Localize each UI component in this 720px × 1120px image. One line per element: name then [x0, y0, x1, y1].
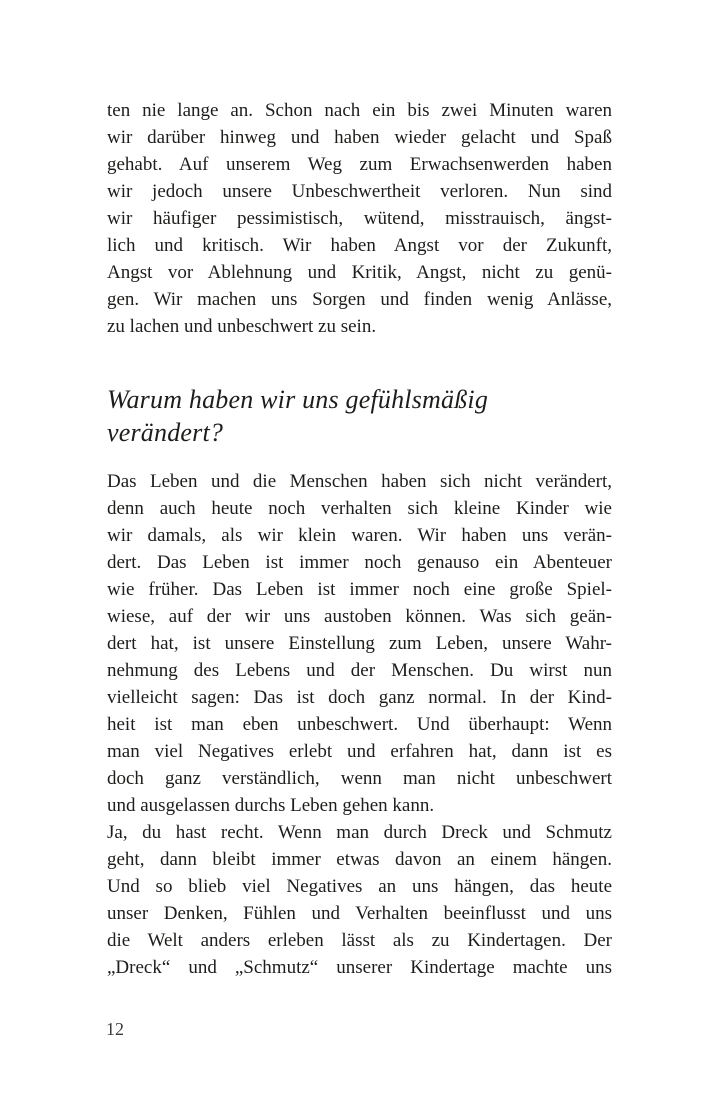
- text-line: gehabt. Auf unserem Weg zum Erwachsenwerden haben: [107, 154, 612, 175]
- text-line: dert hat, ist unsere Einstellung zum Leben, unsere Wahr-: [107, 633, 612, 654]
- text-line: Ja, du hast recht. Wenn man durch Dreck und Schmutz: [107, 822, 612, 843]
- body-paragraph-3: [107, 819, 612, 981]
- text-line: verändert?: [107, 418, 224, 447]
- text-line: Angst vor Ablehnung und Kritik, Angst, nicht zu genü-: [107, 262, 612, 283]
- text-line: denn auch heute noch verhalten sich kleine Kinder wie: [107, 498, 612, 519]
- text-line: wie früher. Das Leben ist immer noch eine große Spiel-: [107, 579, 612, 600]
- text-line: heit ist man eben unbeschwert. Und überhaupt: Wenn: [107, 714, 612, 735]
- text-line: wir häufiger pessimistisch, wütend, misstrauisch, ängst-: [107, 208, 612, 229]
- text-line: unser Denken, Fühlen und Verhalten beeinflusst und uns: [107, 903, 612, 924]
- text-line: lich und kritisch. Wir haben Angst vor der Zukunft,: [107, 235, 612, 256]
- text-line: wir jedoch unsere Unbeschwertheit verloren. Nun sind: [107, 181, 612, 202]
- text-line: wir darüber hinweg und haben wieder gelacht und Spaß: [107, 127, 612, 148]
- text-line: zu lachen und unbeschwert zu sein.: [107, 316, 377, 337]
- text-line: vielleicht sagen: Das ist doch ganz normal. In der Kind-: [107, 687, 612, 708]
- text-line: „Dreck“ und „Schmutz“ unserer Kindertage machte uns: [107, 957, 612, 978]
- text-line: gen. Wir machen uns Sorgen und finden wenig Anlässe,: [107, 289, 612, 310]
- text-line: wir damals, als wir klein waren. Wir haben uns verän-: [107, 525, 612, 546]
- text-line: ten nie lange an. Schon nach ein bis zwei Minuten waren: [107, 100, 612, 121]
- text-line: Und so blieb viel Negatives an uns hängen, das heute: [107, 876, 612, 897]
- text-line: Warum haben wir uns gefühlsmäßig: [107, 385, 489, 414]
- section-heading: [107, 383, 612, 449]
- text-line: nehmung des Lebens und der Menschen. Du wirst nun: [107, 660, 612, 681]
- body-paragraph-2: [107, 468, 612, 819]
- text-line: geht, dann bleibt immer etwas davon an einem hängen.: [107, 849, 612, 870]
- text-line: man viel Negatives erlebt und erfahren hat, dann ist es: [107, 741, 612, 762]
- body-paragraph-1: [107, 97, 612, 340]
- text-line: und ausgelassen durchs Leben gehen kann.: [107, 795, 435, 816]
- text-line: dert. Das Leben ist immer noch genauso ein Abenteuer: [107, 552, 612, 573]
- text-line: doch ganz verständlich, wenn man nicht unbeschwert: [107, 768, 612, 789]
- page-number: 12: [106, 1019, 124, 1039]
- page-text-block: [107, 97, 612, 981]
- text-line: wiese, auf der wir uns austoben können. Was sich geän-: [107, 606, 612, 627]
- text-line: Das Leben und die Menschen haben sich nicht verändert,: [107, 471, 612, 492]
- text-line: die Welt anders erleben lässt als zu Kindertagen. Der: [107, 930, 612, 951]
